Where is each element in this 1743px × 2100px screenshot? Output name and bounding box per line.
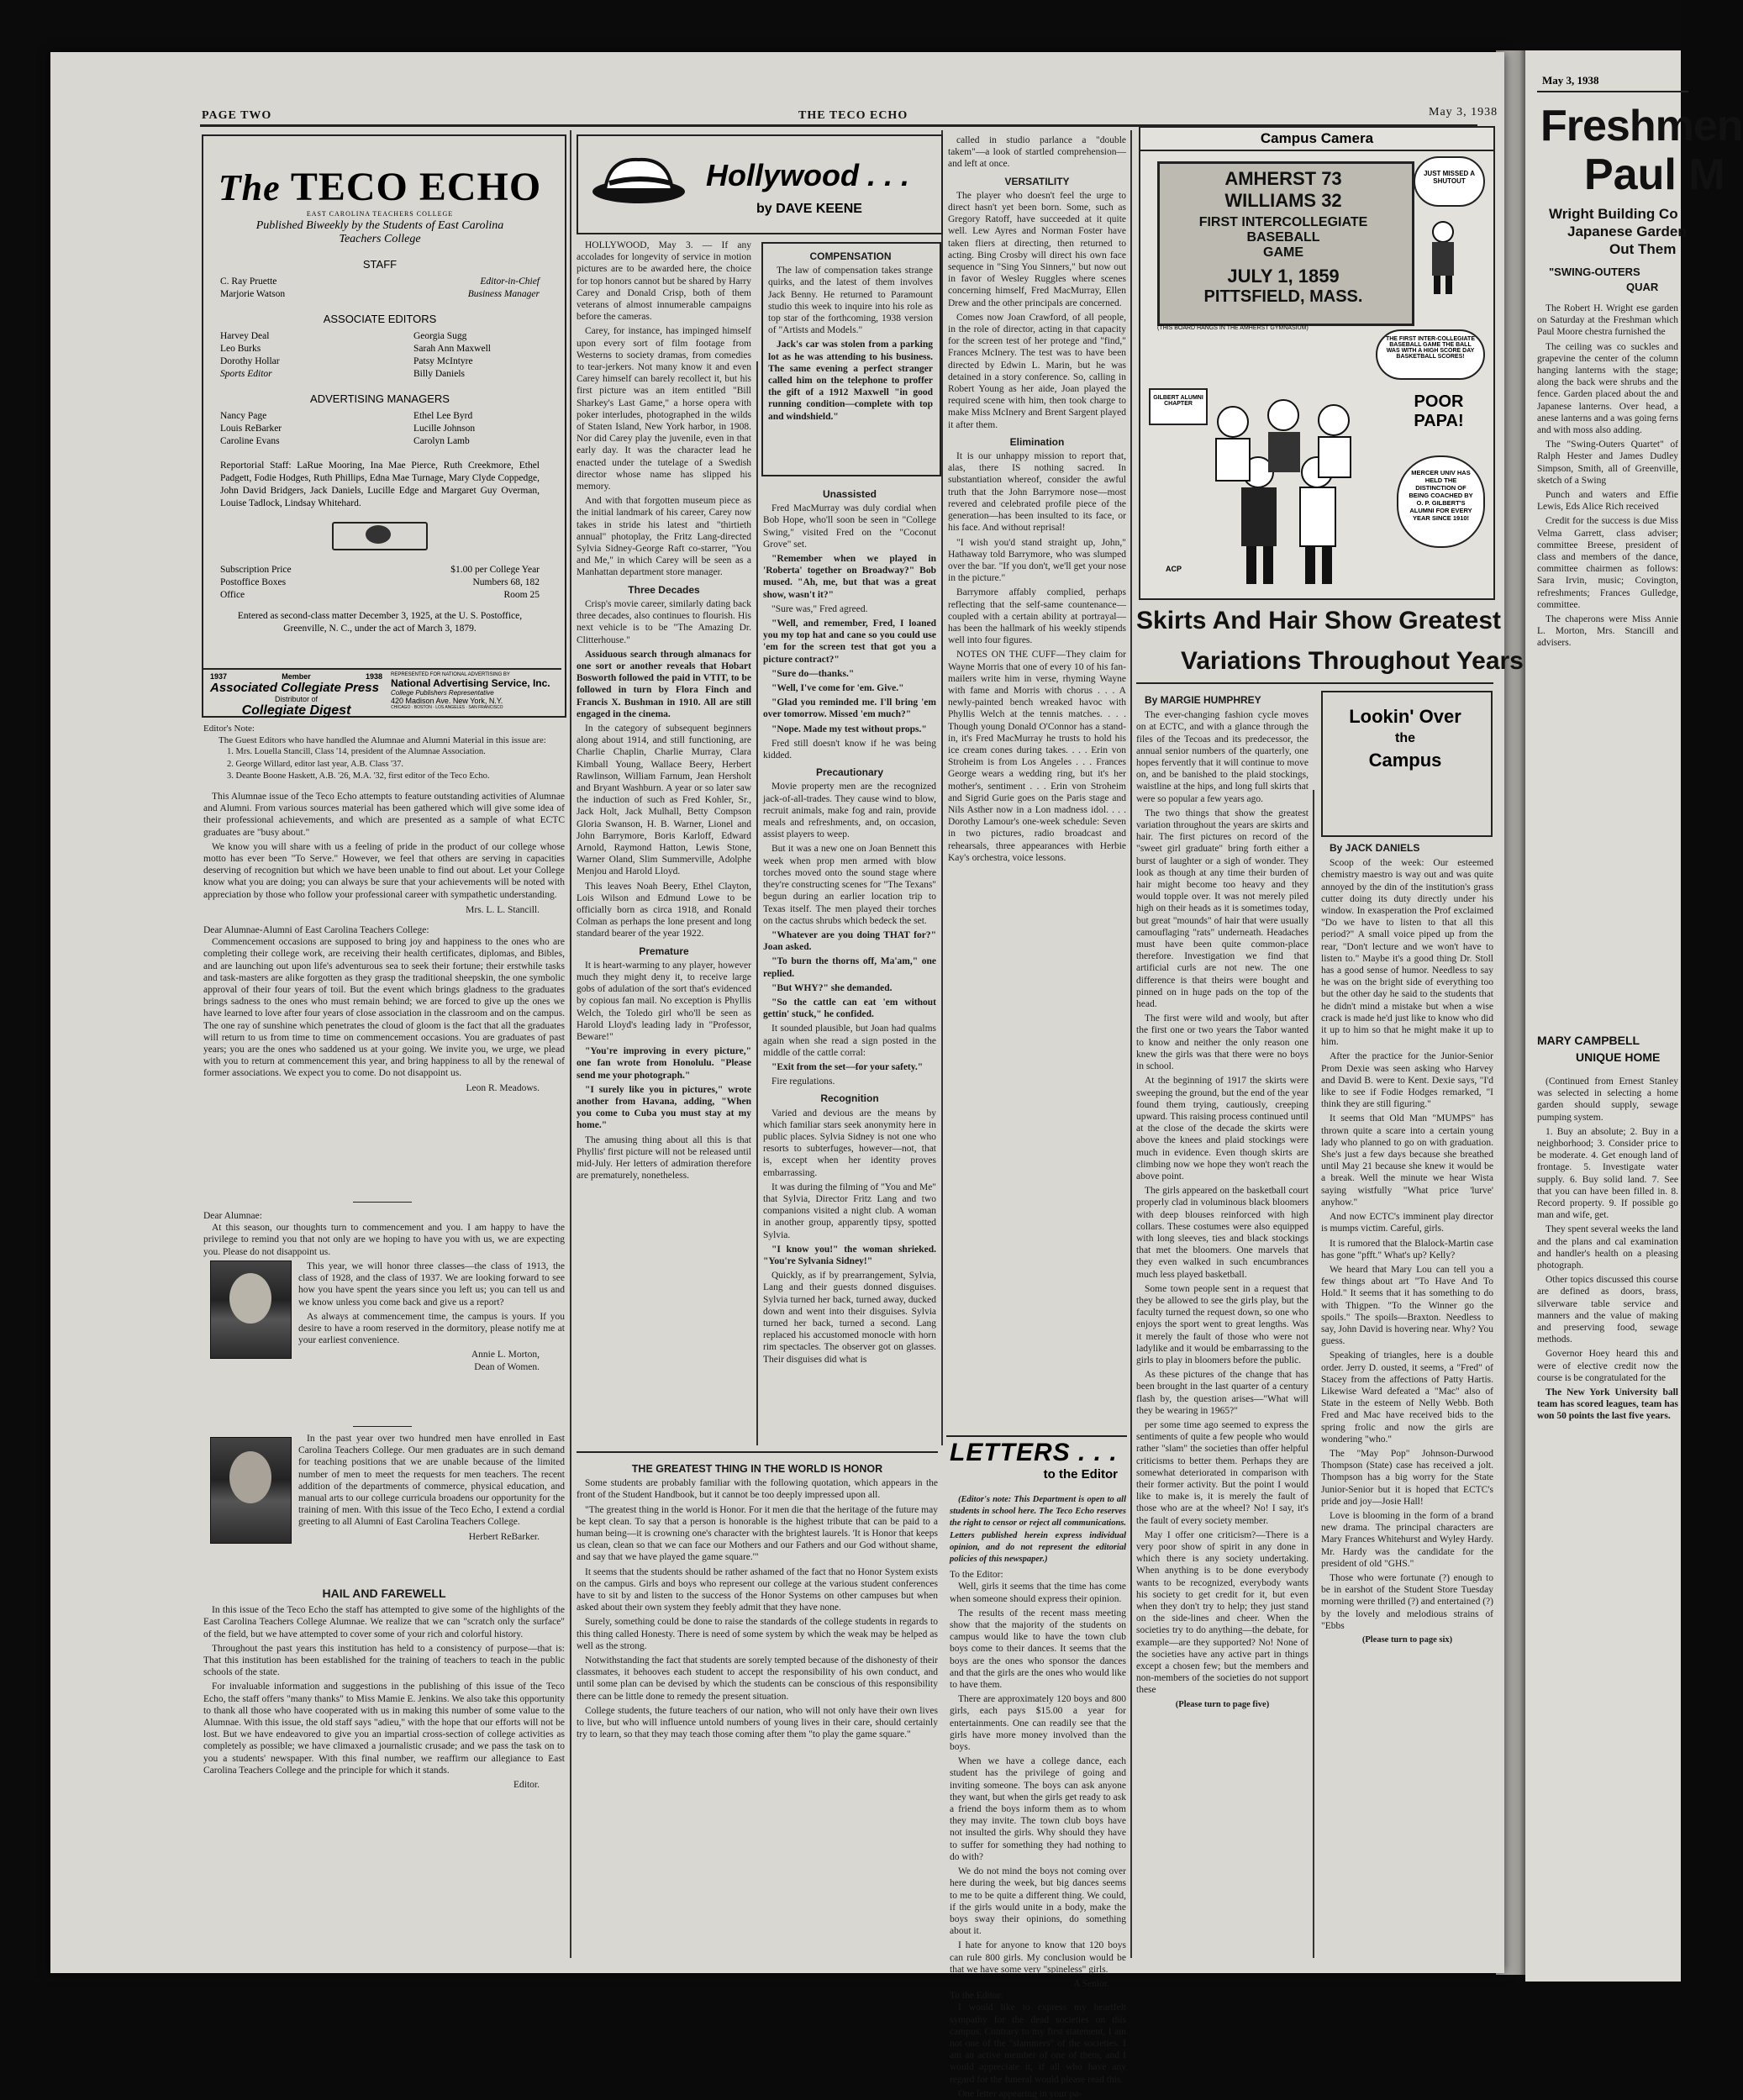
hollywood-column-3: called in studio parlance a "double takem"—a look of startled comprehension—and left at once. VERSATILITY The player who doesn't feel the urge to direct hasn't yet been born. Some, such as Gregory Ratoff, have succeeded at it quite well. Lew Ayres and Norman Foster have taken fliers at directing, then returned to acting. Bing Crosby will direct his own face sequence in "Sing You Sinners," but now out in favor of Wesley Ruggles where scenes concerning himself, Fred MacMurray, Ellen Drew and the other principals are concerned. Comes now Joan Crawford, of all people, in the role of director, acting in that capacity for the screen test of her protege and "find," Frances McInery. The test was to have been directed by Edwin L. Marin, but he was detained in a story conference. So, calling in Robert Young as her aide, Joan played the required scene with him, then took charge to make Miss McInery and Brent Sargent played it after them. Elimination It is our unhappy mission to report that, alas, there IS nothing sacred. In substantiation whereof, consider the awful truth that the John Barrymore nose—most revered and celebrated profile piece of the generation—has been insulted to its face, or his face. And without reprisal! "I wish you'd stand straight up, John," Hathaway told Barrymore, who was slumped over the bar. "If you don't, we'll get your nose in the picture." Barrymore affably complied, perhaps reflecting that the self-same countenance—coupled with a certain ability at portrayal—has been the hallmark of his weekly stipends well into four figures. NOTES ON THE CUFF—They claim for Wayne Morris that one of every 10 of his fan-mailers write him in verse, rhyming Wayne with fame and Morris with chorus . . . A newly-painted bench wreaked havoc with Phyllis Welch at the tennis matches. . . . Though young Donald O'Connor has a stand-in, it's Fred MacMurray he trusts to hold his ice cream cones during takes. . . . Erin von Stroheim is from Los Angeles . . . Frances George wears a wedding ring, but it's her mother's, sentiment . . . Erin von Stroheim and Sigrid Gurie goes on the Paris stage and Nils Asther now in a Lon madness idol. . . . Dorothy Lamour's one-week schedule: Seven in two pictures, radio broadcast and rehearsals, three appearances with Herbie Kay's orchestra, voice lessons. bbox=[948, 135, 1126, 863]
associate-list: Harvey Deal Georgia Sugg Leo Burks Sarah Ann Maxwell Dorothy Hollar Patsy McIntyre Sports Editor Billy Daniels bbox=[220, 331, 491, 379]
letters-heading: LETTERS . . . to the Editor bbox=[950, 1439, 1118, 1482]
skirts-headline-2: Variations Throughout Years bbox=[1181, 647, 1524, 675]
entered-notice: Entered as second-class matter December 3, 1925, at the U. S. Postoffice, Greenville, N. C., under the act of March 3, 1879. bbox=[237, 611, 523, 634]
hollywood-byline: by DAVE KEENE bbox=[756, 202, 862, 216]
greatest-top-rule bbox=[577, 1451, 938, 1453]
skirts-article: By MARGIE HUMPHREY The ever-changing fashion cycle moves on at ECTC, and with a glance through the files of the Tecoas and its predecessor, the annual senior numbers of the quarterly, one hopes fervently that it will continue to move on, and be banished to the plaid stockings, waistline at the hips, and long full skirts that were so popular a few years ago. The two things that show the greatest variation throughout the years are skirts and hair. The first pictures on record of the "sweet girl graduate" bring forth either a burst of laughter or a sigh of wonder. They look as though at any time their burden of hair might become too heavy and they would topple over. It was not merely piled high on their heads as it is sometimes today, but great "mounds" of hair that were usually camouflaging "rats" underneath. Headaches must have been quite common-place therefore. Investigation we find that artificial curls are not new. The one difference is that theirs were bought and pinned on in huge pads on the top of the head. The first were wild and wooly, but after the first one or two years the Tabor wanted to know and neither the only reason one knew the girls was that there were no boys in school. At the beginning of 1917 the skirts were sweeping the ground, but the end of the year found them trying, cautiously, creeping upward. This raising process continued until at the close of the decade the skirts were above the knees and plaid stockings were much in evidence. Even though skirts are climbing now we hope they won't reach the above point. The girls appeared on the basketball court properly clad in voluminous black bloomers with deep blouses reinforced with high collars. These costumes were also equipped with long sleeves, ties and black stockings that met the bloomers. One marvels that they even walked in such encumbrances much less played basketball. Some town people sent in a request that they be allowed to see the girls play, but the faculty turned the request down, so one who enjoys the sport went to great lengths. Was it merely the fault of those who were not ladylike and it would be embarrassing to the girls to play in bloomers before the public. As these pictures of the change that has been brought in the last quarter of a century flash by, the question arises—"What will they be wearing in 1965?" per some time ago seemed to express the sentiments of quite a few people who would rather "slam" the societies than offer helpful criticisms to better them. Perhaps they are somewhat deteriorated in comparison with their former activity. But the point I would like to make is, it is merely the fault of those who are at the wheel? No! I say, it's the fault of every society member. May I offer one criticism?—There is a very poor show of spirit in any done in which there is any society undertaking. When anything is to be done everybody wants to be recognized, everybody wants his society to get credit for it, but even when they don't try to help; they just stand on the side-lines and cheer. When the societies try to do anything—the debate, for example—are they supported? No! None of the societies have any active part in things except a chosen few; but the members and non-members of the societies do not support these (Please turn to page five) bbox=[1136, 694, 1309, 1709]
facing-sub-1: Wright Building Co bbox=[1549, 206, 1678, 222]
poor-papa: POOR PAPA! bbox=[1414, 392, 1464, 430]
page-date: May 3, 1938 bbox=[1429, 106, 1498, 118]
page-number: PAGE TWO bbox=[202, 109, 272, 122]
facing-sub-5: QUAR bbox=[1626, 281, 1659, 293]
morton-portrait bbox=[210, 1261, 292, 1359]
greatest-thing-article: THE GREATEST THING IN THE WORLD IS HONOR Some students are probably familiar with the following quotation, which appears in the front of the Student Handbook, but it cannot be too deeply impressed upon all. "The greatest thing in the world is Honor. For it men die that the heritage of the future may be kept clean. To say that a person is honorable is the highest tribute that can be paid to a human being—it is crowning one's character with the brightest laurels. 'It is Honor that keeps us clean, clean so that we can face our Mothers and our Fathers and our God without shame, and say that we have played the game square.'" It seems that the students should be rather ashamed of the fact that no Honor System exists on the campus. Girls and boys who represent our college at the various student conferences have to sit by and listen to the success of the Honor Systems on other campuses but when asked about their own system they feebly admit that they have none. Surely, something could be done to raise the standards of the college students in regards to this thing called Honesty. There is need of some system by which the weak may be helped as well as the strong. Notwithstanding the fact that students are sorely tempted because of the dishonesty of their classmates, it behooves each student to accept the responsibility of his own conduct, and until some plan can be devised by which the students can be conscious of this responsibility there can be little done to remedy the present situation. College students, the future teachers of our nation, who will not only have their own lives to live, but who will influence untold numbers of young lives in their care, should certainly try to learn, so that they may teach those coming after them "to play the game square." bbox=[577, 1463, 938, 1740]
lookin-title: Lookin' Over the Campus bbox=[1349, 706, 1461, 771]
editors-note: Editor's Note: The Guest Editors who have handled the Alumnae and Alumni Material in this issue are: 1. Mrs. Louella Stancill, Class '14, president of the Alumnae Association. 2. George Willard, editor last year, A.B. Class '37. 3. Deante Boone Haskett, A.B. '26, M.A. '32, first editor of the Teco Echo. This Alumnae issue of the Teco Echo attempts to feature outstanding activities of Alumnae and Alumni. From various sources material has been gathered which will give some idea of their professional achievements, and which are presented as a sample of what ECTC graduates are "busy about." We know you will share with us a feeling of pride in the product of our college whose motto has ever been "To Serve." However, we feel that others are serving in capacities deserving of recognition but which we have been unable to find out about. Let your College know what you are doing; you can always be sure that your achievements will be noted with appreciation by those who follow your professional career with sympathetic understanding. Mrs. L. L. Stancill. Dear Alumnae-Alumni of East Carolina Teachers College: Commencement occasions are supposed to bring joy and happiness to the ones who are completing their college work, are receiving their health certificates, diplomas, and Bibles, and are launching out upon life's adventurous sea to seek their fortune; their erstwhile tasks and task-masters are alike forgotten as they grasp the traditional sheepskin, the one symbolic approval of their four years of toil. But the event which brings gladness to the graduates brings sadness to the ones who must remain behind; we are forced to give up the ones we have learned to love after four years of close association in the classroom and on the campus. The one ray of sunshine which penetrates the cloud of gloom is the fact that all the graduates will return to us from time to time on commencement occasions. You are graduates of past years; you are the ones who saddened us at your going. We invite you, we urge, we plead with you to return at commencement this year, and bring happiness to all by the renewal of former associations. We expect you to come. Do not disappoint us. Leon R. Meadows. bbox=[203, 724, 565, 1093]
scoreboard-text: AMHERST 73 WILLIAMS 32 FIRST INTERCOLLEGIATE BASEBALL GAME JULY 1, 1859 PITTSFIELD, MASS. bbox=[1198, 168, 1368, 306]
staff-heading: STAFF bbox=[362, 258, 398, 271]
divider-1 bbox=[353, 1202, 412, 1203]
masthead-published: Published Biweekly by the Students of East Carolina Teachers College bbox=[255, 219, 504, 245]
facing-headline-2: Paul M bbox=[1584, 150, 1725, 199]
letters-to-editor: (Editor's note: This Department is open to all students in school here. The Teco Echo reserves the right to censor or reject all communications. Letters published herein express individual opinion, and do not represent the editorial policies of this newspaper.) To the Editor: Well, girls it seems that the time has come when someone should express their opinion. The results of the recent mass meeting show that the majority of the students on campus would like to have the town club boys come to their dances. It seems that the boys are the ones who sponsor the dances and that the girls are the ones who would like to have them. There are approximately 120 boys and 800 girls, each pays $15.00 a year for entertainments. One can readily see that the girls have more money involved than the boys. When we have a college dance, each student has the privilege of going and inviting someone. The boys can ask anyone they want, but when the girls get ready to ask a friend the boys inform them as to whom they may invite. The town club boys have not insulted the girls. Why should they have to suffer for something they had nothing to do with? We do not mind the boys not coming over here during the week, but big dances seems to me to be quite a different thing. We could, if the girls would unite in a body, make the boys sway their opinions, do something about it. I hate for anyone to know that 120 boys can rule 800 girls. My conclusion would be that we have some very "spineless" girls. A Senior. To the Editor: I would like to express my heartfelt sympathy for the dead societies on this campus. Contrary to my first statement, I am not one of the "slammers" of the societies. I am an active member of one of them, and I would appreciate it, if all who have any regard for the funeral would please read this. One letter appearing in your pa- bbox=[950, 1495, 1126, 2099]
facing-mary-head: MARY CAMPBELL bbox=[1537, 1034, 1640, 1047]
letter-morton-intro: Dear Alumnae: At this season, our thoughts turn to commencement and you. I am happy to have the privilege to remind you that not only are we hoping to have you with us, we are expecting you. Please do not disappoint us. bbox=[203, 1211, 565, 1257]
hat-illustration bbox=[588, 150, 693, 217]
subscription-info: Subscription Price $1.00 per College Year Postoffice Boxes Numbers 68, 182 Office Room 25 bbox=[220, 565, 540, 600]
facing-page-date: May 3, 1938 bbox=[1542, 74, 1599, 87]
facing-unique-head: UNIQUE HOME bbox=[1576, 1050, 1661, 1064]
facing-sub-3: Out Them bbox=[1609, 241, 1677, 257]
facing-page bbox=[1525, 50, 1743, 1982]
associate-heading: ASSOCIATE EDITORS bbox=[323, 313, 437, 325]
hollywood-column-1: HOLLYWOOD, May 3. — If any accolades for longevity of service in motion pictures are to be awarded here, the choice for top honors cannot but be shared by Harry Carey and Donald Crisp, both of them veterans of almost innumerable campaigns before the cameras. Carey, for instance, has impinged himself upon every sort of film footage from Westerns to society dramas, from comedies to tear-jerkers. Not many know it and even Carey himself can barely recollect it, but his first picture was an item entitled "Bill Sharkey's Last Game," a horse opera with poker interludes, photographed in the wilds of Staten Island, New York harbor, in 1908. Nor did Carey play the juvenile, even in that early day. It was the character lead he enacted under the tutelage of a Swedish director whose name has slipped his memory. And with that forgotten museum piece as the initial landmark of his career, Carey now takes in stride his latest and "thirtieth annual" photoplay, the Fritz Lang-directed Sylvia Sidney-George Raft co-starrer, "You and Me," in which Carey will be seen as a Manhattan department store manager. Three Decades Crisp's movie career, similarly dating back three decades, also continues to flourish. His next vehicle is to be "The Amazing Dr. Clitterhouse." Assiduous search through almanacs for one sort or another reveals that Hobart Bosworth followed the paid in VTIT, to be followed in turn by Flora Finch and Francis X. Bushman in 1910. All are still engaged in the cinema. In the category of subsequent beginners along about 1914, and still functioning, are Charlie Chaplin, Charlie Murray, Clara Kimball Young, Wallace Beery, Herbert Rawlinson, William Farnum, Jean Hersholt and Bryant Washburn. A year or so later saw the induction of such as Fred Kohler, Sr., Jack Holt, Jack Mulhall, Betty Compson Gloria Swanson, H. B. Warner, Lionel and John Barrymore, Boris Karloff, Edward Arnold, Raymond Hatton, Lewis Stone, Warner Oland, Slim Summerville, Adolphe Menjou and Harold Lloyd. This leaves Noah Beery, Ethel Clayton, Lois Wilson and Edmund Lowe to be officially born as circa 1918, and Ronald Colman as perhaps the lone present and long standard bearer of the year 1922. Premature It is heart-warming to any player, however much they might deny it, to receive large gobs of adulation of the sort that's evidenced by copious fan mail. No exception is Phyllis Welch, the Toledo girl who'll be seen as Harold Lloyd's leading lady in "Professor, Beware!" "You're improving in every picture," one fan wrote from Honolulu. "Please send me your photograph." "I surely like you in pictures," wrote another from Havana, adding, "When you come to Cuba you must stay at my home." The amusing thing about all this is that Phyllis' first picture will not be released until mid-July. Her letters of admiration therefore are prematurely, nonetheless. bbox=[577, 240, 751, 1182]
facing-sub-4: "SWING-OUTERS bbox=[1549, 266, 1640, 278]
hollywood-column-2: Unassisted Fred MacMurray was duly cordial when Bob Hope, who'll soon be seen in "College Swing," visited Fred on the "Coconut Grove" set. "Remember when we played in 'Roberta' together on Broadway?" Bob mused. "Ah, me, but that was a great show, wasn't it?" "Sure was," Fred agreed. "Well, and remember, Fred, I loaned you my top hat and cane so you could use 'em for the screen test that got you a picture contract?" "Sure do—thanks." "Well, I've come for 'em. Give." "Glad you reminded me. I'll bring 'em over tomorrow. Missed 'em much?" "Nope. Made my test without props." Fred still doesn't know if he was being kidded. Precautionary Movie property men are the recognized jack-of-all-trades. They cause wind to blow, recruit animals, make fog and rain, provide meals and refreshments, and, on occasion, assist players to weep. But it was a new one on Joan Bennett this week when prop men armed with blow torches moved onto the sound stage where they're constructing scenes for "The Texans" begun during an earlier location trip to Texas itself. The men played their torches on the cactus shrubs which bedeck the set. "Whatever are you doing THAT for?" Joan asked. "To burn the thorns off, Ma'am," one replied. "But WHY?" she demanded. "So the cattle can eat 'em without gettin' stuck," he confided. It sounded plausible, but Joan had qualms again when she read a sign posted in the middle of the cattle corral: "Exit from the set—for your safety." Fire regulations. Recognition Varied and devious are the means by which familiar stars seek anonymity here in public places. Sylvia Sidney is not one who resorts to subterfuges, however—not, that is, except when her identity proves embarrassing. It was during the filming of "You and Me" that Sylvia, Director Fritz Lang and two companions visited a night club. A woman in another group, apparently tipsy, spotted Sylvia. "I know you!" the woman shrieked. "You're Sylvania Sidney!" Quickly, as if by prearrangement, Sylvia, Lang and their guests donned disguises. Sylvia turned her back, turned away, ducked down and went into their disguises. Sylvia turned her back, turned a second. Lang replaced his accustomed monocle with horn rim spectacles. The observer got on glasses. Their disguises did what is bbox=[763, 488, 936, 1365]
skirts-headline-1: Skirts And Hair Show Greatest bbox=[1136, 607, 1502, 634]
facing-headline-1: Freshmen bbox=[1540, 102, 1743, 150]
letters-top-rule bbox=[946, 1435, 1127, 1437]
players-illustration bbox=[1191, 397, 1393, 590]
hollywood-title: Hollywood . . . bbox=[706, 158, 909, 192]
masthead bbox=[203, 164, 556, 635]
rebarker-portrait bbox=[210, 1437, 292, 1544]
column-rule-3 bbox=[1130, 130, 1132, 1958]
spectator-figure bbox=[1422, 220, 1464, 296]
compensation-text: COMPENSATION The law of compensation takes strange quirks, and the latest of them involves Jack Benny. He returned to Paramount studio this week to inquire into his role as top star of the forthcoming, 1938 version of "Artists and Models." Jack's car was stolen from a parking lot as he was attending to his business. The same evening a perfect stranger called him on the telephone to proffer the gift of a 1912 Maxwell "in good running condition—complete with top and windshield." bbox=[768, 250, 933, 422]
masthead-college: EAST CAROLINA TEACHERS COLLEGE bbox=[306, 210, 454, 218]
facing-article-2: (Continued from Ernest Stanley was selected in selecting a home garden should supply, sewage pumping system. 1. Buy an absolute; 2. Buy in a neighborhood; 3. Consider price to be moderate. 4. Get enough land of frontage. 5. Investigate water supply. 6. Buy solid land. 7. See that you can have been filled in. 8. Record property. 9. If possible go man and wife, get. They spent several weeks the land and the plans and cal examination and handler's health on a pleasing photograph. Other topics discussed this course are defined as doors, brass, silverware table service and manners and the value of making and preserving food, sewage methods. Governor Hoey heard this and were of elective credit now the course is be congratulated for the The New York University ball team has scored leagues, team has won 50 points the last five years. bbox=[1537, 1076, 1678, 1422]
column-rule-hw2 bbox=[941, 130, 943, 1445]
column-rule-4 bbox=[1313, 790, 1314, 1958]
acp-rule bbox=[203, 668, 561, 670]
facing-sub-2: Japanese Garden bbox=[1567, 224, 1687, 239]
letter-rebarker: In the past year over two hundred men have enrolled in East Carolina Teachers College. Our men graduates are in such demand for teaching positions that we are unable because of the limited number of men to meet the requests for men teachers. The recent addition of the departments of commerce, physical education, and manual arts to our college curricula broadens our opportunity for the training of men. With this issue of the Teco Echo, I extend a cordial greeting to all Alumni of East Carolina Teachers College. Herbert ReBarker. bbox=[298, 1434, 565, 1542]
letter-morton-body: This year, we will honor three classes—the class of 1913, the class of 1928, and the class of 1937. We are looking forward to see how you have spent the years since you left us; you can tell us and we know unless you come back and give us a report? As always at commencement time, the campus is yours. If you desire to have a room reserved in the dormitory, please notify me at your earliest convenience. Annie L. Morton, Dean of Women. bbox=[298, 1261, 565, 1372]
acp-block: 1937 Member 1938 Associated Collegiate Press Distributor of Collegiate Digest bbox=[210, 672, 382, 718]
alumni-sign: GILBERT ALUMNI CHAPTER bbox=[1149, 388, 1208, 425]
hail-and-farewell: HAIL AND FAREWELL In this issue of the Teco Echo the staff has attempted to give some of the highlights of the East Carolina Teachers College Alumnae. We realize that we can "scratch only the surface" of the field, but we have attempted to cover some of your rich and colorful history. Throughout the past years this institution has held to a consistency of purpose—that is: That this institution has been established for the training of teachers to teach in the public schools of the state. For invaluable information and suggestions in the publishing of this issue of the Teco Echo, the staff offers "many thanks" to Miss Mamie E. Jenkins. We also take this opportunity to thank all those who have cooperated with us in making this number of some value to the Alumnae. With this issue, the old staff says "adieu," with the hope that our efforts will not be lost. But we have endeavored to give you an impartial cross-section of college activities as completely as possible; we have climaxed a journalistic crusade; and we pass the task on to you a students' newspaper. With this final number, we reaffirm our allegiance to East Carolina Teachers College and the principle for which it stands. Editor. bbox=[203, 1587, 565, 1791]
hail-title: HAIL AND FAREWELL bbox=[322, 1587, 446, 1600]
campus-camera-title: Campus Camera bbox=[1140, 128, 1493, 151]
lookin-article: By JACK DANIELS Scoop of the week: Our esteemed chemistry maestro is way out and was quite annoyed by the din of the institution's grass cutter doing its duty directly under his window. In exasperation the Prof exclaimed "Do we have to listen to that all this period?" A small voice piped up from the rear, "Don't lecture and we won't have to listen to." Maybe it's a good thing Dr. Stoll has a good sense of humor. Needless to say he was on the bright side of everything too but the other day he said to the students that he didn't mind a mistake but when a wise crack is made he'd just like to know who did it up to him so that he might make it up to him. After the practice for the Junior-Senior Prom Dexie was seen asking who Harvey and David B. were to Kent. Dexie says, "I'd like to see if Fodie Hodges remarked, "I think they are still figuring." It seems that Old Man "MUMPS" has thrown quite a scare into a certain young lady who planned to go on with graduation. She's just a few days because she breathed until May 21 because she knew it would be a break. Well the minute we hear Wista saying wistfully "What price 'lurve' anyhow." And now ECTC's imminent play director is mumps victim. Careful, girls. It is rumored that the Blalock-Martin case has gone "pfft." What's up? Kelly? We heard that Mary Lou can tell you a few things about art "To Have And To Hold." It seems that it has something to do with Thigpen. "To the Winner go the spoils." The spoils—Braxton. Needless to say, John David is hovering near. Why? You guess. Speaking of triangles, here is a double order. Jerry D. ousted, it seems, a "Fred" of Stacey from the affections of Patty Hartis. Likewise Ward defeated a "Mac" also of State in the esteem of Nelly Webb. Both Fred and Mac have received bids to the spring frolic and now the girls are wondering "who." The "May Pop" Johnson-Durwood Thompson (State) case has received a jolt. Thompson has a big worry for the State Junior-Senior but it is hoped that ECTC's pride and joy—Josie Hall! Love is blooming in the form of a brand new drama. The principal characters are Mary Frances Whitehurst and Wyley Hardy. Mr. Hardy was the candidate for the president of old "GHS." Those who were fortunate (?) enough to be in earshot of the Student Store Tuesday morning were thrilled (?) and entertained (?) by the lovely and melodious strains of "Ebbs (Please turn to page six) bbox=[1321, 842, 1493, 1645]
papa-note: MERCER UNIV HAS HELD THE DISTINCTION OF BEING COACHED BY O. P. GILBERT'S ALUMNI FOR EVERY YEAR SINCE 1910! bbox=[1397, 455, 1485, 548]
advertising-list: Nancy Page Ethel Lee Byrd Louis ReBarker Lucille Johnson Caroline Evans Carolyn Lamb bbox=[220, 411, 476, 446]
skirts-rule bbox=[1136, 682, 1493, 684]
scoreboard-caption: (THIS BOARD HANGS IN THE AMHERST GYMNASIUM) bbox=[1157, 325, 1309, 331]
reportorial-staff: Reportorial Staff: LaRue Mooring, Ina Mae Pierce, Ruth Creekmore, Ethel Padgett, Fodie Hodges, Ruth Phillips, Edna Mae Turnage, Mary Clyde Coppedge, John David Bridgers, Jack Daniels, Lucille Edge and Margaret Guy Overman, Louise Tadlock, Lindsay Whitehard. bbox=[220, 461, 540, 508]
first-game-note: THE FIRST INTER-COLLEGIATE BASEBALL GAME THE BALL WAS WITH A HIGH SCORE DAY BASKETBALL SCORES! bbox=[1376, 329, 1485, 380]
paper-name: THE TECO ECHO bbox=[798, 109, 908, 122]
cartoon-credit: ACP bbox=[1166, 565, 1182, 573]
staff-list: C. Ray Pruette Editor-in-Chief Marjorie Watson Business Manager bbox=[220, 276, 540, 299]
speech-bubble: JUST MISSED A SHUTOUT bbox=[1414, 156, 1485, 207]
masthead-title: The TECO ECHO bbox=[218, 165, 542, 209]
column-rule-hw1 bbox=[756, 361, 758, 1445]
column-rule-1 bbox=[570, 130, 571, 1958]
divider-2 bbox=[353, 1426, 412, 1427]
advertising-heading: ADVERTISING MANAGERS bbox=[310, 392, 450, 405]
facing-article-1: The Robert H. Wright ese garden on Saturday at the Freshman which Paul Moore chestra furnished the The ceiling was co suckles and grapevine the center of the column hanging lanterns with the stage; along the back were shrubs and the fence. Garden placed about the and Japanese lanterns. Over head, a anese lanterns and a was going ferns and with moss also adding. The "Swing-Outers Quartet" of Ralph Hester and James Dudley Simpson, Smith, all of Greenville, sketch of a Swing Punch and waters and Effie Lewis, Eds Alice Rich received Credit for the success is due Miss Velma Garrett, class adviser; committee Breese, president of class and members of the dance, committee chairmen as follows: Sara Irvin, music; Covington, refreshments; Frances Gulledge, committee. The chaperons were Miss Annie L. Morton, Mrs. Stancill and advisers. bbox=[1537, 303, 1678, 649]
campus-camera-cartoon bbox=[1139, 126, 1495, 600]
facing-rule bbox=[1537, 91, 1688, 92]
nas-block: REPRESENTED FOR NATIONAL ADVERTISING BY National Advertising Service, Inc. College Publishers Representative 420 Madison Ave. New York, N.Y. CHICAGO · BOSTON · LOS ANGELES · SAN FRANCISCO bbox=[391, 672, 550, 710]
seal-emblem bbox=[332, 522, 428, 550]
